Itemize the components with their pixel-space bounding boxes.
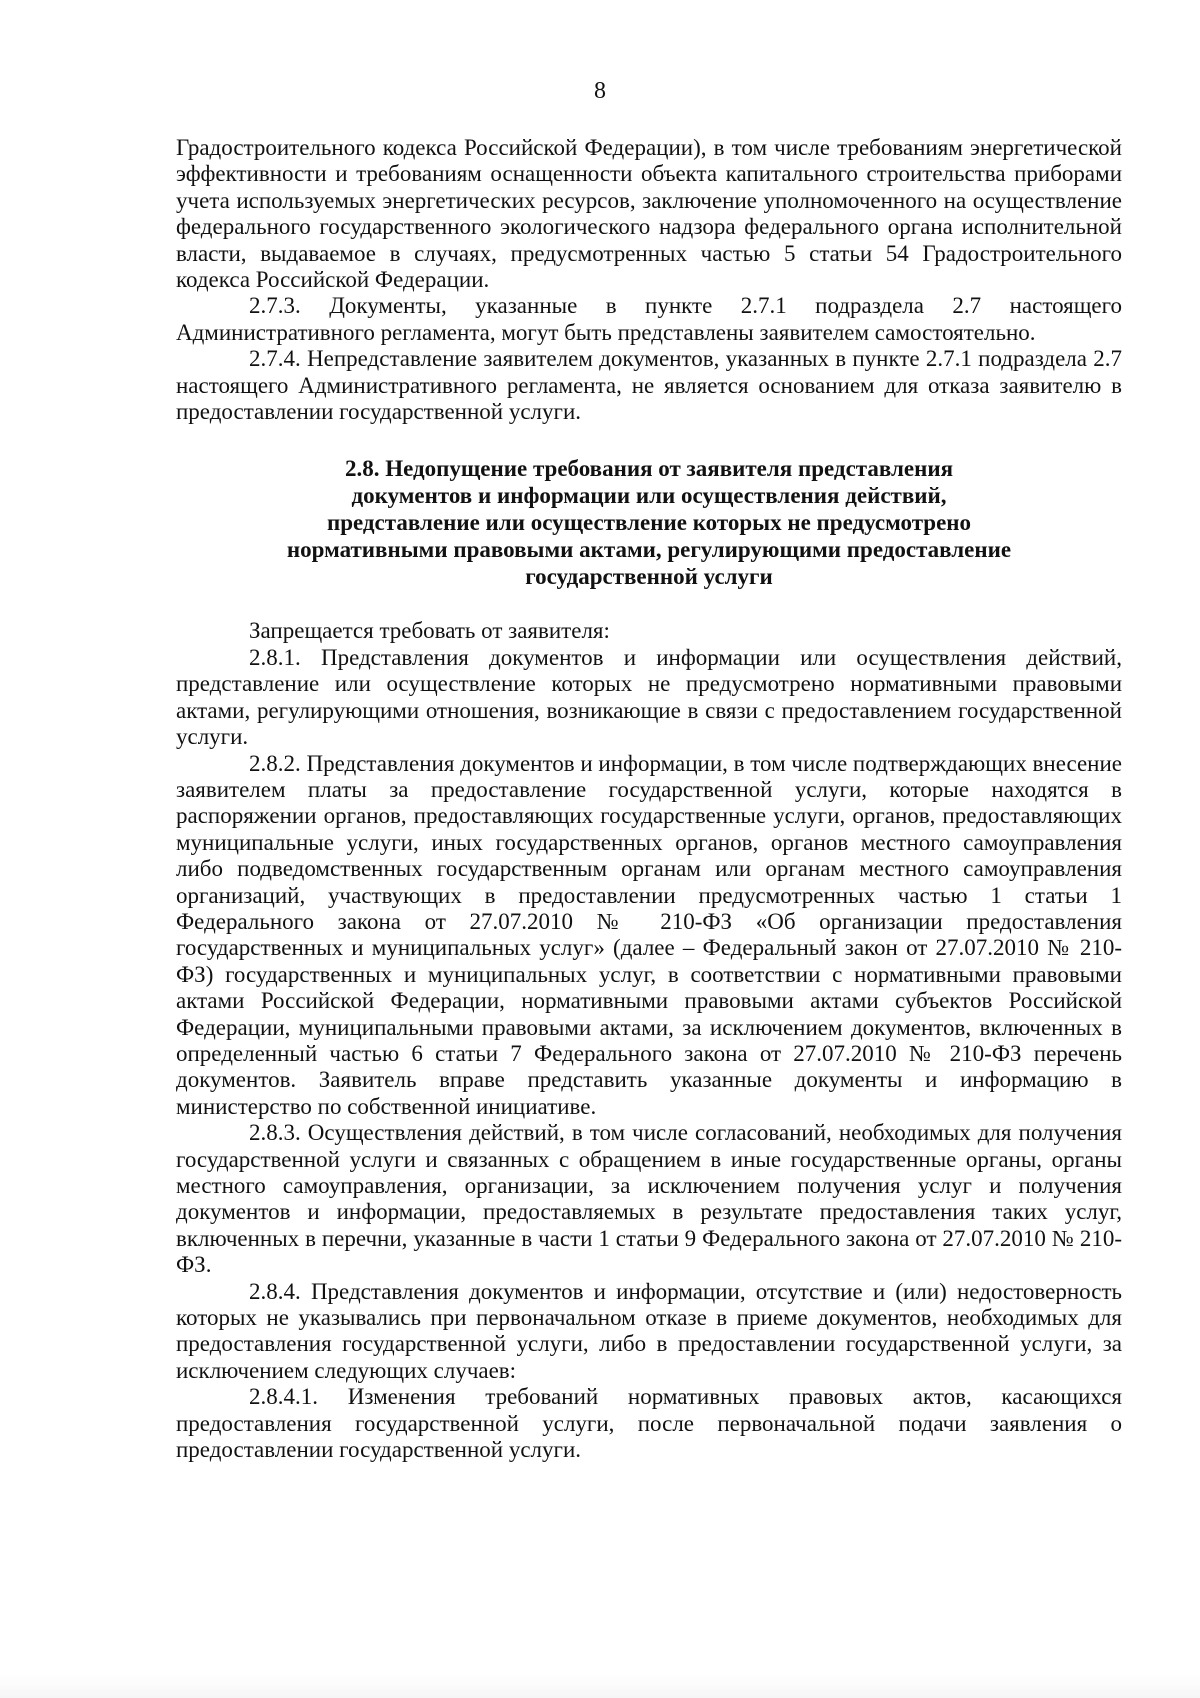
paragraph-2-8-4: 2.8.4. Представления документов и информации, отсутствие и (или) недостоверность которых не указывались при первоначальном отказе в приеме документов, необходимых для предоставления государственной услуги, либо в предоставлении государственной услуги, за исключением следующих случаев:	[176, 1278, 1122, 1383]
document-body	[176, 135, 1122, 1463]
paragraph-2-8-4-1: 2.8.4.1. Изменения требований нормативных правовых актов, касающихся предоставления государственной услуги, после первоначальной подачи заявления о предоставлении государственной услуги.	[176, 1384, 1122, 1463]
section-heading-line: государственной услуги	[525, 564, 773, 590]
section-heading-2-8	[176, 455, 1122, 590]
page-number: 8	[594, 78, 606, 104]
paragraph-2-7-4: 2.7.4. Непредставление заявителем документов, указанных в пункте 2.7.1 подраздела 2.7 настоящего Административного регламента, не является основанием для отказа заявителю в предоставлении государственной услуги.	[176, 346, 1122, 425]
paragraph-2-8-1: 2.8.1. Представления документов и информации или осуществления действий, представление или осуществление которых не предусмотрено нормативными правовыми актами, регулирующими отношения, возникающие в связи с предоставлением государственной услуги.	[176, 644, 1122, 750]
paragraph-2-8-2: 2.8.2. Представления документов и информации, в том числе подтверждающих внесение заявителем платы за предоставление государственной услуги, которые находятся в распоряжении органов, предоставляющих государственные услуги, органов, предоставляющих муниципальные услуги, иных государственных органов, органов местного самоуправления либо подведомственных государственным органам или органам местного самоуправления организаций, участвующих в предоставлении предусмотренных частью 1 статьи 1 Федерального закона от 27.07.2010 № 210-ФЗ «Об организации предоставления государственных и муниципальных услуг» (далее – Федеральный закон от 27.07.2010 № 210-ФЗ) государственных и муниципальных услуг, в соответствии с нормативными правовыми актами Российской Федерации, нормативными правовыми актами субъектов Российской Федерации, муниципальными правовыми актами, за исключением документов, включенных в определенный частью 6 статьи 7 Федерального закона от 27.07.2010 № 210-ФЗ перечень документов. Заявитель вправе представить указанные документы и информацию в министерство по собственной инициативе.	[176, 750, 1122, 1119]
section-heading-line: нормативными правовыми актами, регулирующими предоставление	[286, 537, 1012, 563]
paragraph-2-8-3: 2.8.3. Осуществления действий, в том числе согласований, необходимых для получения государственной услуги и связанных с обращением в иные государственные органы, органы местного самоуправления, организации, за исключением получения услуг и получения документов и информации, предоставляемых в результате предоставления таких услуг, включенных в перечни, указанные в части 1 статьи 9 Федерального закона от 27.07.2010 № 210-ФЗ.	[176, 1120, 1122, 1278]
paragraph-intro: Запрещается требовать от заявителя:	[249, 618, 610, 644]
scan-shadow-edge	[0, 1674, 1200, 1698]
section-heading-line: 2.8. Недопущение требования от заявителя представления	[344, 456, 954, 482]
paragraph-2-7-3: 2.7.3. Документы, указанные в пункте 2.7.1 подраздела 2.7 настоящего Административного регламента, могут быть представлены заявителем самостоятельно.	[176, 293, 1122, 345]
section-heading-line: документов и информации или осуществления действий,	[351, 483, 947, 509]
section-heading-line: представление или осуществление которых не предусмотрено	[326, 510, 972, 536]
paragraph-continuation: Градостроительного кодекса Российской Федерации), в том числе требованиям энергетической эффективности и требованиям оснащенности объекта капитального строительства приборами учета используемых энергетических ресурсов, заключение уполномоченного на осуществление федерального государственного экологического надзора федерального органа исполнительной власти, выдаваемое в случаях, предусмотренных частью 5 статьи 54 Градостроительного кодекса Российской Федерации.	[176, 135, 1122, 293]
